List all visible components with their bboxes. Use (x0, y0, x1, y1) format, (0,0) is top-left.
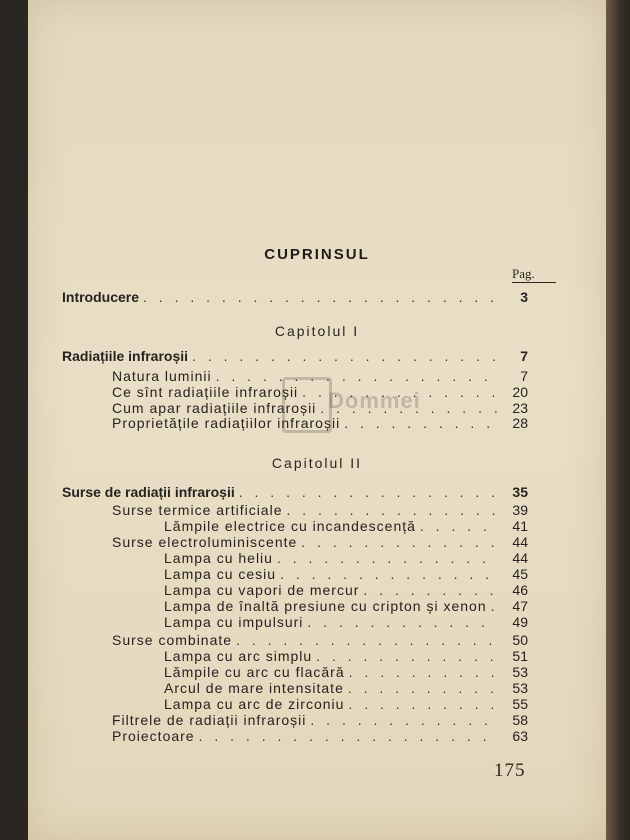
leader-dots (287, 502, 499, 519)
toc-entry-page: 28 (512, 415, 528, 431)
toc-entry-title: Cum apar radiațiile infraroșii (112, 400, 317, 416)
toc-entry (62, 289, 528, 306)
toc-entry (164, 680, 528, 697)
toc-entry-page: 44 (512, 534, 528, 550)
leader-dots (216, 368, 498, 385)
toc-entry-page: 49 (512, 614, 528, 630)
toc-entry-title: Surse termice artificiale (112, 502, 283, 518)
toc-entry (164, 518, 528, 535)
toc-entry (164, 598, 528, 615)
toc-entry-title: Proprietățile radiațiilor infraroșii (112, 415, 341, 431)
leader-dots (307, 614, 498, 631)
leader-dots (239, 484, 498, 501)
toc-entry-title: Ce sînt radiațiile infraroșii (112, 384, 299, 400)
toc-entry-page: 7 (520, 368, 528, 384)
leader-dots (420, 518, 498, 535)
book-page (28, 0, 606, 840)
toc-entry (62, 348, 528, 365)
toc-entry-page: 45 (512, 566, 528, 582)
toc-entry-title: Lămpile electrice cu incandescență (164, 518, 416, 534)
leader-dots (349, 664, 498, 681)
chapter-2-heading: Capitolul II (271, 455, 363, 471)
toc-entry-title: Arcul de mare intensitate (164, 680, 344, 696)
toc-entry-page: 55 (512, 696, 528, 712)
leader-dots (344, 415, 498, 432)
toc-entry-page: 47 (512, 598, 528, 614)
toc-entry-title: Lampa cu impulsuri (164, 614, 304, 630)
toc-entry-title: Lampa de înaltă presiune cu cripton și xenon (164, 598, 487, 614)
toc-entry-page: 63 (512, 728, 528, 744)
toc-entry-title: Lămpile cu arc cu flacără (164, 664, 345, 680)
toc-entry-page: 35 (512, 484, 528, 500)
leader-dots (348, 680, 498, 697)
toc-entry-page: 53 (512, 680, 528, 696)
toc-entry-title: Filtrele de radiații infraroșii (112, 712, 307, 728)
toc-entry-title: Surse combinate (112, 632, 233, 648)
toc-entry-title: Lampa cu arc simplu (164, 648, 313, 664)
toc-entry-page: 58 (512, 712, 528, 728)
toc-entry-title: Radiațiile infraroșii (62, 348, 189, 364)
leader-dots (192, 348, 498, 365)
leader-dots (236, 632, 498, 649)
toc-entry-page: 53 (512, 664, 528, 680)
toc-entry-title: Lampa cu heliu (164, 550, 273, 566)
toc-entry-title: Lampa cu vapori de mercur (164, 582, 360, 598)
toc-entry (62, 484, 528, 501)
leader-dots (280, 566, 498, 583)
leader-dots (199, 728, 498, 745)
book-spine-edge (606, 0, 630, 840)
toc-entry (164, 566, 528, 583)
watermark-logo (282, 377, 332, 433)
toc-entry (112, 632, 528, 649)
leader-dots (310, 712, 498, 729)
toc-entry (112, 534, 528, 551)
toc-entry-page: 44 (512, 550, 528, 566)
toc-entry-page: 50 (512, 632, 528, 648)
leader-dots (348, 696, 498, 713)
toc-entry-page: 41 (512, 518, 528, 534)
toc-entry-title: Lampa cu cesiu (164, 566, 277, 582)
toc-entry (112, 728, 528, 745)
toc-entry (112, 712, 528, 729)
leader-dots (301, 534, 498, 551)
toc-entry-page: 46 (512, 582, 528, 598)
toc-entry (164, 664, 528, 681)
toc-entry (164, 696, 528, 713)
chapter-1-heading: Capitolul I (274, 323, 360, 339)
toc-entry-page: 51 (512, 648, 528, 664)
toc-entry-title: Introducere (62, 289, 140, 305)
toc-entry (164, 614, 528, 631)
leader-dots (316, 648, 498, 665)
toc-entry (164, 550, 528, 567)
toc-entry-page: 3 (520, 289, 528, 305)
leader-dots (363, 582, 498, 599)
watermark-text: Dommei (328, 388, 421, 413)
toc-entry-page: 23 (512, 400, 528, 416)
page-title: CUPRINSUL (264, 246, 370, 263)
toc-entry-page: 20 (512, 384, 528, 400)
leader-dots (277, 550, 498, 567)
leader-dots (491, 598, 498, 615)
toc-entry-title: Lampa cu arc de zirconiu (164, 696, 345, 712)
toc-entry (164, 582, 528, 599)
toc-entry-page: 7 (520, 348, 528, 364)
toc-entry-title: Surse electroluminiscente (112, 534, 298, 550)
toc-entry-page: 39 (512, 502, 528, 518)
page-number: 175 (494, 760, 526, 781)
toc-entry-title: Proiectoare (112, 728, 195, 744)
toc-entry-title: Natura luminii (112, 368, 212, 384)
toc-entry (164, 648, 528, 665)
page-column-label: Pag. (512, 266, 556, 283)
toc-entry-title: Surse de radiații infraroșii (62, 484, 235, 500)
leader-dots (143, 289, 498, 306)
toc-entry (112, 502, 528, 519)
